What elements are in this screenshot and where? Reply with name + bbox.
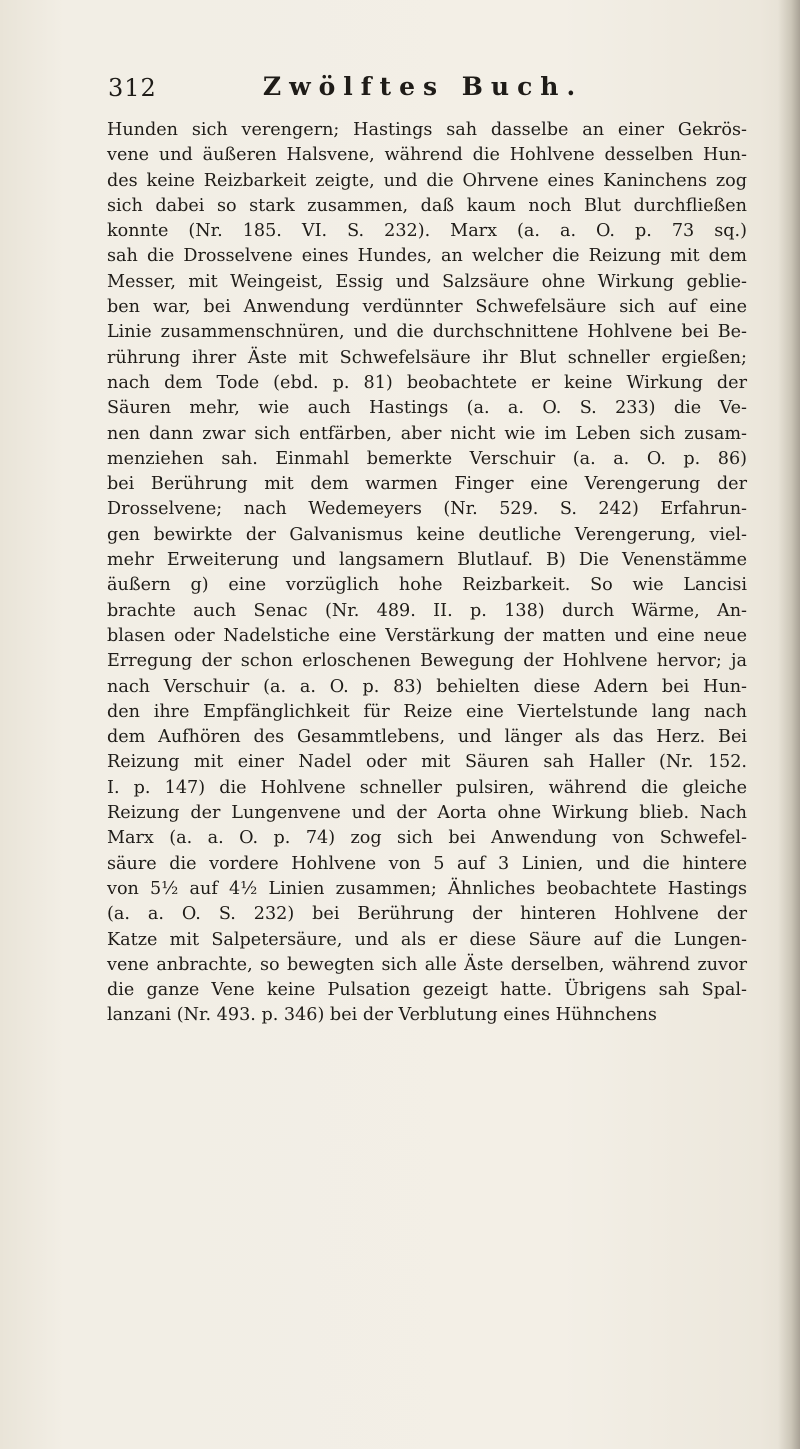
- text-line: Linie zusammenschnüren, und die durchschnittene Hohlvene bei Be-: [107, 322, 747, 343]
- text-line: konnte (Nr. 185. VI. S. 232). Marx (a. a. O. p. 73 sq.): [107, 221, 747, 242]
- text-line: sah die Drosselvene eines Hundes, an welcher die Reizung mit dem: [107, 246, 747, 267]
- text-line: rührung ihrer Äste mit Schwefelsäure ihr Blut schneller ergießen;: [107, 347, 747, 368]
- text-line: brachte auch Senac (Nr. 489. II. p. 138) durch Wärme, An-: [107, 600, 747, 621]
- text-line: ben war, bei Anwendung verdünnter Schwefelsäure sich auf eine: [107, 297, 747, 318]
- text-line: nach Verschuir (a. a. O. p. 83) behielten diese Adern bei Hun-: [107, 676, 747, 697]
- text-line: mehr Erweiterung und langsamern Blutlauf. B) Die Venenstämme: [107, 550, 747, 571]
- page-edge-shadow: [778, 0, 800, 1449]
- text-line: bei Berührung mit dem warmen Finger eine Verengerung der: [107, 474, 747, 495]
- page-number: 312: [108, 74, 157, 102]
- text-line: Drosselvene; nach Wedemeyers (Nr. 529. S. 242) Erfahrun-: [107, 499, 747, 520]
- body-text: [107, 118, 747, 1029]
- text-line: Erregung der schon erloschenen Bewegung der Hohlvene hervor; ja: [107, 651, 747, 672]
- text-line: Säuren mehr, wie auch Hastings (a. a. O. S. 233) die Ve-: [107, 398, 747, 419]
- text-line: gen bewirkte der Galvanismus keine deutliche Verengerung, viel-: [107, 524, 747, 545]
- text-line: menziehen sah. Einmahl bemerkte Verschuir (a. a. O. p. 86): [107, 448, 747, 469]
- text-line: vene anbrachte, so bewegten sich alle Äste derselben, während zuvor: [107, 954, 747, 975]
- text-line: Katze mit Salpetersäure, und als er diese Säure auf die Lungen-: [107, 929, 747, 950]
- text-line: von 5½ auf 4½ Linien zusammen; Ähnliches beobachtete Hastings: [107, 878, 747, 899]
- text-line: Messer, mit Weingeist, Essig und Salzsäure ohne Wirkung geblie-: [107, 271, 747, 292]
- text-line: Reizung der Lungenvene und der Aorta ohne Wirkung blieb. Nach: [107, 803, 747, 824]
- text-line: des keine Reizbarkeit zeigte, und die Ohrvene eines Kaninchens zog: [107, 170, 747, 191]
- text-line: Hunden sich verengern; Hastings sah dasselbe an einer Gekrös-: [107, 120, 747, 140]
- text-line: nen dann zwar sich entfärben, aber nicht wie im Leben sich zusam-: [107, 423, 747, 444]
- text-line: sich dabei so stark zusammen, daß kaum noch Blut durchfließen: [107, 195, 747, 216]
- text-line: Reizung mit einer Nadel oder mit Säuren sah Haller (Nr. 152.: [107, 752, 747, 773]
- running-head: Zwölftes Buch.: [262, 72, 584, 101]
- text-line: I. p. 147) die Hohlvene schneller pulsiren, während die gleiche: [107, 777, 747, 798]
- text-line: säure die vordere Hohlvene von 5 auf 3 Linien, und die hintere: [107, 853, 747, 874]
- text-line: die ganze Vene keine Pulsation gezeigt hatte. Übrigens sah Spal-: [107, 980, 747, 1001]
- text-line: vene und äußeren Halsvene, während die Hohlvene desselben Hun-: [107, 145, 747, 166]
- text-line: äußern g) eine vorzüglich hohe Reizbarkeit. So wie Lancisi: [107, 575, 747, 596]
- text-line: (a. a. O. S. 232) bei Berührung der hinteren Hohlvene der: [107, 904, 747, 925]
- page-header: [108, 70, 738, 110]
- text-line: den ihre Empfänglichkeit für Reize eine Viertelstunde lang nach: [107, 701, 747, 722]
- text-line: Marx (a. a. O. p. 74) zog sich bei Anwendung von Schwefel-: [107, 828, 747, 849]
- text-line: lanzani (Nr. 493. p. 346) bei der Verblutung eines Hühnchens: [107, 1005, 657, 1026]
- text-line: dem Aufhören des Gesammtlebens, und länger als das Herz. Bei: [107, 727, 747, 748]
- text-line: nach dem Tode (ebd. p. 81) beobachtete er keine Wirkung der: [107, 372, 747, 393]
- text-line: blasen oder Nadelstiche eine Verstärkung der matten und eine neue: [107, 625, 747, 646]
